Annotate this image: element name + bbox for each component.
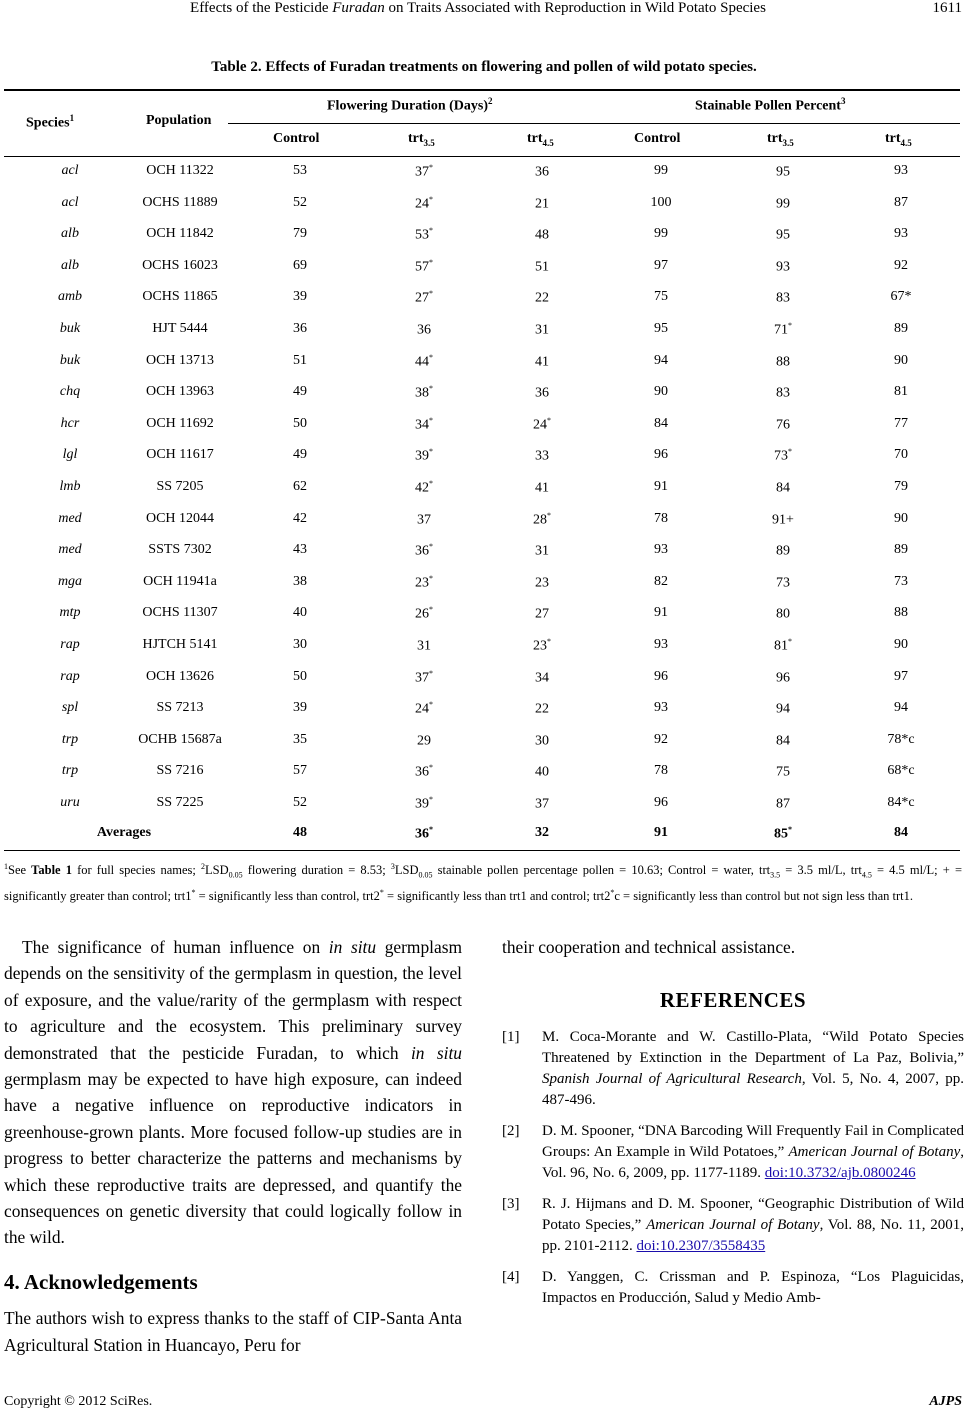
cell-species: hcr bbox=[60, 415, 80, 431]
acknowledgements-text: The authors wish to express thanks to the staff of CIP-Santa Anta Agricultural Station in Huancayo, Peru for bbox=[4, 1308, 462, 1355]
cell-fd-trt35: 37* bbox=[415, 163, 433, 180]
cell-population: OCH 11322 bbox=[146, 163, 214, 178]
cell-species: buk bbox=[59, 352, 81, 368]
cell-fd-control: 50 bbox=[293, 415, 307, 431]
cell-sp-trt45: 90 bbox=[894, 510, 908, 526]
cell-fd-trt35: 42* bbox=[415, 479, 433, 496]
page-number: 1611 bbox=[932, 0, 962, 16]
cell-population: OCH 11617 bbox=[146, 447, 214, 463]
table-row bbox=[0, 511, 968, 543]
header-fd-trt35: trt$_{3.5}$ bbox=[408, 131, 435, 148]
references-heading: REFERENCES bbox=[659, 988, 807, 1012]
cell-sp-trt45: 89 bbox=[894, 542, 908, 558]
header-species: Species$^1$ bbox=[26, 113, 75, 131]
cell-fd-trt35: 31 bbox=[417, 638, 431, 654]
cell-fd-control: 40 bbox=[293, 605, 307, 621]
table-row bbox=[0, 763, 968, 795]
cell-fd-trt35: 44* bbox=[415, 352, 433, 370]
cell-fd-control: 38 bbox=[293, 573, 307, 589]
cell-species: trp bbox=[61, 763, 79, 779]
cell-sp-trt35: 83 bbox=[776, 385, 790, 401]
table-row bbox=[0, 258, 968, 290]
table-row bbox=[0, 163, 968, 195]
cell-sp-trt35: 73 bbox=[776, 575, 790, 591]
cell-population: SS 7216 bbox=[156, 763, 204, 779]
avg-fd-control: 48 bbox=[293, 825, 307, 840]
table-row bbox=[0, 447, 968, 479]
cell-fd-trt45: 22 bbox=[535, 291, 549, 307]
cell-species: chq bbox=[59, 384, 81, 400]
cell-population: SSTS 7302 bbox=[148, 542, 212, 558]
cell-population: HJT 5444 bbox=[152, 321, 208, 336]
cell-fd-control: 62 bbox=[293, 479, 307, 494]
cell-fd-trt45: 41 bbox=[535, 354, 549, 370]
averages-label: Averages bbox=[96, 825, 152, 840]
cell-fd-trt35: 39* bbox=[415, 447, 433, 465]
cell-fd-trt45: 22 bbox=[535, 701, 549, 717]
cell-sp-control: 99 bbox=[654, 163, 668, 178]
cell-population: OCHS 11307 bbox=[142, 605, 218, 621]
acknowledgements-heading: 4. Acknowledgements bbox=[4, 1269, 198, 1294]
cell-fd-trt45: 41 bbox=[535, 480, 549, 496]
cell-sp-trt45: 77 bbox=[894, 415, 908, 431]
cell-population: OCHB 15687a bbox=[138, 731, 222, 747]
reference-item: [2] D. M. Spooner, “DNA Barcoding Will Frequently Fail in Complicated Groups: An Example in Wild Potatoes,” American Journal of Botany, Vol. 96, No. 6, 2009, pp. 1177-1189. doi:10.3732/ajb.0800246 bbox=[502, 1123, 964, 1181]
cell-fd-trt35: 29 bbox=[417, 733, 431, 749]
averages-row bbox=[0, 825, 968, 857]
cell-species: spl bbox=[61, 700, 79, 716]
journal-abbrev: AJPS bbox=[929, 1394, 962, 1409]
cell-population: OCH 13713 bbox=[145, 352, 215, 368]
cell-sp-trt45: 87 bbox=[894, 194, 908, 210]
cell-fd-trt45: 51 bbox=[535, 259, 549, 275]
cell-fd-control: 36 bbox=[293, 321, 307, 336]
running-title bbox=[118, 0, 838, 17]
table-row bbox=[0, 289, 968, 321]
cell-sp-trt35: 87 bbox=[776, 796, 790, 812]
cell-fd-control: 39 bbox=[293, 700, 307, 716]
cell-fd-trt45: 23 bbox=[535, 575, 549, 591]
cell-fd-control: 52 bbox=[293, 795, 307, 810]
cell-fd-trt35: 36* bbox=[415, 542, 433, 559]
cell-population: SS 7213 bbox=[156, 700, 204, 716]
table-top-rule bbox=[4, 89, 960, 91]
cell-sp-trt35: 95 bbox=[776, 227, 790, 243]
cell-fd-trt45: 37 bbox=[535, 796, 549, 812]
avg-sp-control: 91 bbox=[654, 825, 668, 840]
cell-species: trp bbox=[61, 731, 79, 747]
cell-population: OCHS 11865 bbox=[142, 289, 218, 305]
cell-fd-control: 51 bbox=[293, 352, 307, 368]
cell-species: alb bbox=[61, 226, 79, 242]
header-fd-trt45: trt$_{4.5}$ bbox=[527, 131, 554, 148]
reference-item: [1] M. Coca-Morante and W. Castillo-Plata, “Wild Potato Species Threatened by Extinction in the Department of La Paz, Bolivia,” Spanish Journal of Agricultural Research, Vol. 5, No. 4, 2007, pp. 487-496. bbox=[502, 1029, 964, 1108]
table-footnote: $^1$See Table 1 for full species names; $^2LSD_{0.05}$ flowering duration = 8.53; $^3LSD_{0.05}$ stainable pollen percentage pollen = 10.63; Control = water, trt$_{3.5}$ = 3.5 ml/L, trt$_{4.5}$ = 4.5 ml/L; + = significantly greater than control; trt1* = significantly less than control, trt2* = significantly less than trt1 and control; trt2*c = significantly less than control but not sign less than trt1. bbox=[4, 862, 962, 904]
reference-number: [1] bbox=[502, 1029, 520, 1045]
cell-fd-control: 52 bbox=[293, 194, 307, 210]
cell-species: lgl bbox=[62, 447, 78, 463]
cell-sp-trt45: 90 bbox=[894, 637, 908, 652]
cell-sp-trt45: 89 bbox=[894, 321, 908, 336]
cell-sp-control: 99 bbox=[654, 226, 668, 242]
cell-fd-trt35: 36* bbox=[415, 763, 433, 781]
cell-sp-trt35: 81* bbox=[774, 637, 792, 654]
cell-fd-control: 30 bbox=[293, 637, 307, 652]
cell-species: acl bbox=[61, 163, 79, 178]
cell-sp-trt45: 70 bbox=[894, 447, 908, 463]
cell-sp-control: 92 bbox=[654, 731, 668, 747]
cell-fd-control: 35 bbox=[293, 731, 307, 747]
cell-sp-control: 96 bbox=[654, 447, 668, 463]
table-row bbox=[0, 605, 968, 637]
cell-species: mtp bbox=[59, 605, 81, 621]
cell-fd-control: 49 bbox=[293, 384, 307, 400]
cell-sp-trt45: 81 bbox=[894, 384, 908, 400]
cell-population: OCH 11842 bbox=[146, 226, 214, 242]
cell-fd-trt45: 34 bbox=[535, 670, 549, 686]
cell-sp-trt35: 95 bbox=[776, 164, 790, 180]
cell-sp-trt35: 71* bbox=[774, 321, 792, 338]
cell-fd-trt35: 23* bbox=[415, 573, 433, 591]
cell-population: OCH 11941a bbox=[143, 573, 217, 589]
table-row bbox=[0, 669, 968, 701]
cell-fd-trt45: 36 bbox=[535, 164, 549, 180]
table-row bbox=[0, 637, 968, 669]
cell-sp-trt35: 99 bbox=[776, 196, 790, 212]
cell-fd-trt45: 27 bbox=[535, 607, 549, 623]
header-stainable-pollen: Stainable Pollen Percent$^3$ bbox=[695, 96, 846, 114]
header-sp-control: Control bbox=[634, 131, 681, 146]
cell-fd-trt45: 28* bbox=[533, 510, 551, 528]
table-row bbox=[0, 353, 968, 385]
cell-fd-trt45: 24* bbox=[533, 415, 551, 433]
cell-sp-control: 94 bbox=[654, 352, 668, 368]
cell-sp-trt35: 84 bbox=[776, 733, 790, 749]
cell-sp-control: 78 bbox=[654, 510, 668, 526]
cell-population: OCHS 11889 bbox=[142, 194, 218, 210]
table-row bbox=[0, 321, 968, 353]
avg-fd-trt35: 36* bbox=[415, 825, 433, 842]
cell-fd-trt35: 34* bbox=[415, 415, 433, 433]
cell-sp-control: 91 bbox=[654, 605, 668, 621]
cell-population: SS 7205 bbox=[156, 479, 204, 494]
table-row bbox=[0, 384, 968, 416]
header-sp-trt45: trt$_{4.5}$ bbox=[885, 131, 912, 148]
cell-species: rap bbox=[60, 668, 80, 684]
cell-fd-trt35: 26* bbox=[415, 605, 433, 623]
cell-sp-trt35: 73* bbox=[774, 447, 792, 465]
cell-fd-trt45: 31 bbox=[535, 322, 549, 338]
cell-sp-control: 97 bbox=[654, 257, 668, 273]
cell-fd-trt35: 53* bbox=[415, 226, 433, 243]
cell-species: uru bbox=[60, 795, 80, 810]
cell-fd-trt45: 40 bbox=[535, 765, 549, 781]
doi-link[interactable]: doi:10.3732/ajb.0800246 bbox=[764, 1165, 916, 1181]
header-flowering-duration: Flowering Duration (Days)$^2$ bbox=[327, 96, 493, 114]
cell-sp-trt45: 79 bbox=[894, 479, 908, 494]
cell-sp-trt45: 93 bbox=[894, 163, 908, 178]
cell-fd-control: 57 bbox=[293, 763, 307, 779]
cell-fd-trt45: 48 bbox=[535, 227, 549, 243]
cell-fd-trt35: 24* bbox=[415, 700, 433, 717]
cell-sp-trt45: 68*c bbox=[887, 763, 915, 779]
cell-sp-control: 93 bbox=[654, 542, 668, 558]
cell-population: OCH 13963 bbox=[145, 384, 215, 400]
cell-fd-trt45: 30 bbox=[535, 733, 549, 749]
cell-sp-trt35: 89 bbox=[776, 543, 790, 559]
cell-fd-trt45: 31 bbox=[535, 543, 549, 559]
reference-item: [4] D. Yanggen, C. Crissman and P. Espinoza, “Los Plaguicidas, Impactos en Producción, Salud y Medio Amb- bbox=[502, 1269, 964, 1306]
avg-fd-trt45: 32 bbox=[535, 825, 549, 840]
cell-sp-trt35: 83 bbox=[776, 291, 790, 307]
cell-sp-trt45: 94 bbox=[894, 700, 908, 716]
avg-sp-trt45: 84 bbox=[894, 825, 908, 840]
cell-sp-trt35: 80 bbox=[776, 607, 790, 623]
table-group-rule bbox=[228, 123, 960, 124]
cell-sp-control: 91 bbox=[654, 479, 668, 494]
cell-fd-control: 39 bbox=[293, 289, 307, 305]
cell-population: SS 7225 bbox=[156, 795, 204, 810]
cell-sp-control: 100 bbox=[650, 194, 672, 210]
cell-fd-control: 43 bbox=[293, 542, 307, 558]
reference-list bbox=[502, 1027, 964, 1309]
cell-sp-control: 93 bbox=[654, 700, 668, 716]
cell-fd-control: 53 bbox=[293, 163, 307, 178]
doi-link[interactable]: doi:10.2307/3558435 bbox=[636, 1238, 766, 1254]
table-caption: Table 2. Effects of Furadan treatments on flowering and pollen of wild potato species. bbox=[211, 59, 757, 75]
cell-sp-control: 96 bbox=[654, 668, 668, 684]
cell-sp-control: 95 bbox=[654, 321, 668, 336]
cell-sp-trt35: 75 bbox=[776, 765, 790, 781]
table-row bbox=[0, 416, 968, 448]
cell-fd-trt35: 57* bbox=[415, 257, 433, 275]
cell-fd-trt35: 36 bbox=[417, 322, 431, 338]
cell-population: HJTCH 5141 bbox=[142, 637, 218, 652]
reference-number: [2] bbox=[502, 1123, 520, 1139]
cell-fd-trt35: 38* bbox=[415, 384, 433, 401]
cell-sp-control: 75 bbox=[654, 289, 668, 305]
cell-sp-control: 93 bbox=[654, 637, 668, 652]
cell-fd-control: 69 bbox=[293, 257, 307, 273]
cell-sp-trt45: 90 bbox=[894, 352, 908, 368]
avg-sp-trt35: 85* bbox=[774, 825, 792, 842]
table-row bbox=[0, 226, 968, 258]
cell-species: lmb bbox=[59, 479, 81, 494]
running-title-italic: Furadan bbox=[332, 0, 385, 16]
cell-sp-trt45: 93 bbox=[894, 226, 908, 242]
left-column bbox=[4, 934, 462, 1358]
cell-sp-control: 96 bbox=[654, 795, 668, 810]
cell-sp-trt35: 93 bbox=[776, 259, 790, 275]
cell-species: amb bbox=[57, 289, 83, 305]
reference-number: [3] bbox=[502, 1196, 520, 1212]
cell-sp-control: 78 bbox=[654, 763, 668, 779]
cell-fd-trt35: 24* bbox=[415, 194, 433, 212]
running-header bbox=[0, 0, 968, 22]
cell-sp-trt35: 84 bbox=[776, 480, 790, 496]
cell-sp-trt35: 96 bbox=[776, 670, 790, 686]
table-row bbox=[0, 542, 968, 574]
table-row bbox=[0, 700, 968, 732]
cell-population: OCH 13626 bbox=[145, 668, 215, 684]
header-fd-control: Control bbox=[273, 131, 320, 146]
table-row bbox=[0, 795, 968, 827]
table-bottom-rule bbox=[4, 850, 960, 851]
cell-fd-control: 49 bbox=[293, 447, 307, 463]
table-header-bottom-rule bbox=[4, 156, 960, 157]
cell-species: alb bbox=[61, 257, 79, 273]
cell-sp-trt45: 78*c bbox=[887, 731, 915, 747]
body-paragraph: The significance of human influence on in situ germplasm depends on the sensitivity of the germplasm in question, the level of exposure, and the value/rarity of the germplasm with respect to agriculture and the ecosystem. This preliminary survey demonstrated that the pesticide Furadan, to which in situ germplasm may be expected to have high exposure, can indeed have a negative influence on reproductive indicators in greenhouse-grown plants. More focused follow-up studies are in progress to better characterize the patterns and mechanisms by which these reproductive traits are depressed, and quantify the consequences on genetic diversity that could logically follow in the wild. bbox=[4, 937, 462, 1248]
running-title-pre: Effects of the Pesticide bbox=[190, 0, 333, 16]
cell-fd-trt45: 33 bbox=[535, 449, 549, 465]
cell-fd-trt35: 27* bbox=[415, 289, 433, 307]
cell-fd-trt35: 37 bbox=[417, 512, 431, 528]
header-population: Population bbox=[146, 113, 212, 128]
cell-sp-trt35: 88 bbox=[776, 354, 790, 370]
cell-fd-trt45: 36 bbox=[535, 385, 549, 401]
cell-species: med bbox=[58, 542, 82, 558]
cell-fd-control: 42 bbox=[293, 510, 307, 526]
reference-number: [4] bbox=[502, 1269, 520, 1285]
cell-sp-control: 84 bbox=[654, 415, 668, 431]
cell-population: OCH 12044 bbox=[145, 510, 215, 526]
cell-species: acl bbox=[61, 194, 79, 210]
cell-sp-trt35: 94 bbox=[776, 701, 790, 717]
cell-fd-trt35: 39* bbox=[415, 795, 433, 812]
cell-species: buk bbox=[59, 321, 81, 336]
cell-fd-control: 79 bbox=[293, 226, 307, 242]
table-row bbox=[0, 195, 968, 227]
cell-sp-trt45: 92 bbox=[894, 257, 908, 273]
cell-fd-trt35: 37* bbox=[415, 668, 433, 686]
cell-population: OCH 11692 bbox=[146, 415, 214, 431]
cell-species: rap bbox=[60, 637, 80, 652]
table-row bbox=[0, 574, 968, 606]
copyright-text: Copyright © 2012 SciRes. bbox=[4, 1394, 153, 1409]
cell-fd-control: 50 bbox=[293, 668, 307, 684]
cell-species: mga bbox=[57, 573, 83, 589]
table-row bbox=[0, 479, 968, 511]
cell-sp-control: 90 bbox=[654, 384, 668, 400]
header-sp-trt35: trt$_{3.5}$ bbox=[767, 131, 794, 148]
cell-sp-trt45: 73 bbox=[894, 573, 908, 589]
cell-sp-trt35: 76 bbox=[776, 417, 790, 433]
cell-species: med bbox=[58, 510, 82, 526]
cell-sp-trt45: 67* bbox=[890, 289, 912, 305]
cell-sp-trt45: 88 bbox=[894, 605, 908, 621]
cell-sp-control: 82 bbox=[654, 573, 668, 589]
cell-fd-trt45: 21 bbox=[535, 196, 549, 212]
table-row bbox=[0, 732, 968, 764]
right-column bbox=[502, 934, 964, 1319]
cell-sp-trt45: 97 bbox=[894, 668, 908, 684]
reference-item: [3] R. J. Hijmans and D. M. Spooner, “Geographic Distribution of Wild Potato Species,” American Journal of Botany, Vol. 88, No. 11, 2001, pp. 2101-2112. doi:10.2307/3558435 bbox=[502, 1196, 964, 1254]
cell-sp-trt45: 84*c bbox=[887, 795, 915, 810]
cell-fd-trt45: 23* bbox=[533, 637, 551, 654]
cell-sp-trt35: 91+ bbox=[772, 512, 794, 528]
running-title-post: on Traits Associated with Reproduction in Wild Potato Species bbox=[384, 0, 766, 16]
acknowledgements-continued: their cooperation and technical assistance. bbox=[502, 937, 796, 957]
cell-population: OCHS 16023 bbox=[142, 257, 218, 273]
